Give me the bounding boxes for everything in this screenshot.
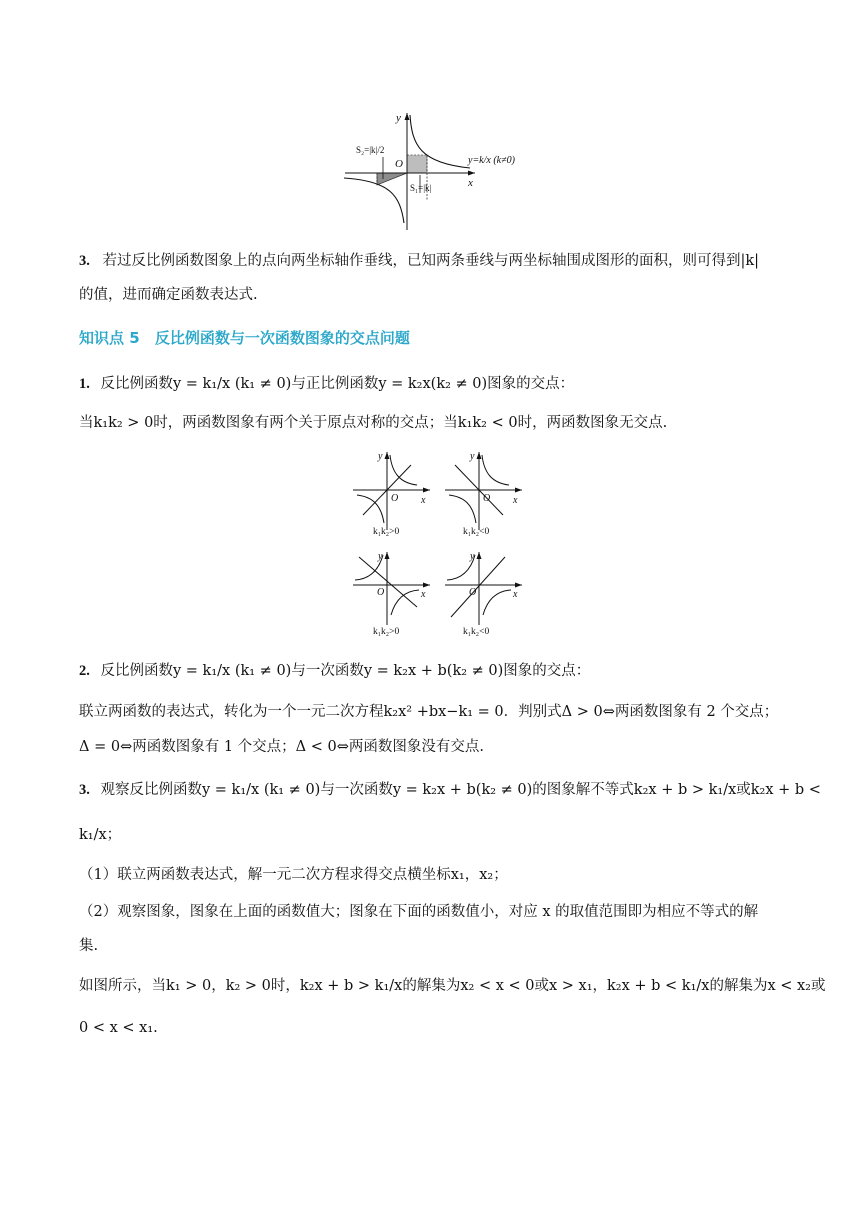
g1-o: O xyxy=(391,493,399,504)
item3-line2: 的值，进而确定函数表达式. xyxy=(79,287,258,303)
section-label: 知识点 5 xyxy=(79,329,140,347)
hyperbola-area-figure xyxy=(340,105,540,235)
fig-top-s2-label: S₂=|k|/2 xyxy=(356,145,385,155)
graph-1 xyxy=(353,452,430,530)
g1-y: y xyxy=(378,451,383,462)
graph-3 xyxy=(353,552,430,625)
g2-y: y xyxy=(470,451,475,462)
fig-top-curve-label: y=k/x (k≠0) xyxy=(468,155,515,166)
g2-o: O xyxy=(483,493,491,504)
p2-line2: Δ = 0⇔两函数图象有 1 个交点；Δ < 0⇔两函数图象没有交点. xyxy=(79,739,484,755)
caption-2: k₁k₂<0 xyxy=(463,527,490,537)
p1-title xyxy=(79,374,791,394)
caption-4: k₁k₂<0 xyxy=(463,627,490,637)
p1-title-text: 反比例函数y = k₁/x (k₁ ≠ 0)与正比例函数y = k₂x(k₂ ≠ 0)图象的交点： xyxy=(100,376,575,392)
p3-step2a: （2）观察图象，图象在上面的函数值大；图象在下面的函数值小，对应 x 的取值范围即为相应不等式的解 xyxy=(79,904,759,920)
p3-title-cont: k₁/x； xyxy=(79,827,122,843)
g3-x: x xyxy=(421,589,426,600)
item3-text1: 若过反比例函数图象上的点向两坐标轴作垂线，已知两条垂线与两坐标轴围成图形的面积，则可得到|k| xyxy=(102,253,760,269)
g1-x: x xyxy=(421,495,426,506)
intersection-graphs-grid xyxy=(345,445,535,645)
p1-number: 1. xyxy=(79,376,90,392)
graph-4 xyxy=(445,552,522,625)
p3-example2: 0 < x < x₁. xyxy=(79,1020,158,1036)
fig-top-s1-label: S₁=|k| xyxy=(410,183,432,193)
g4-y: y xyxy=(470,551,475,562)
caption-1: k₁k₂>0 xyxy=(373,527,400,537)
p3-title xyxy=(79,780,821,800)
fig-top-x-label: x xyxy=(468,177,473,189)
caption-3: k₁k₂>0 xyxy=(373,627,400,637)
p3-example1: 如图所示，当k₁ > 0，k₂ > 0时，k₂x + b > k₁/x的解集为x₂ < x < 0或x > x₁，k₂x + b < k₁/x的解集为x < x₂或 xyxy=(79,978,826,994)
g2-x: x xyxy=(513,495,518,506)
s2-triangle-region xyxy=(377,173,407,185)
p3-number: 3. xyxy=(79,782,90,798)
graph-2 xyxy=(445,452,522,530)
p2-number: 2. xyxy=(79,663,90,679)
s1-rect-region xyxy=(407,155,427,173)
section-title: 反比例函数与一次函数图象的交点问题 xyxy=(154,329,410,347)
item3-line1 xyxy=(79,251,791,271)
p2-title-text: 反比例函数y = k₁/x (k₁ ≠ 0)与一次函数y = k₂x + b(k₂ ≠ 0)图象的交点： xyxy=(100,663,591,679)
g4-x: x xyxy=(513,589,518,600)
section-heading xyxy=(79,327,420,348)
p3-step2b: 集. xyxy=(79,938,99,954)
p1-body: 当k₁k₂ > 0时，两函数图象有两个关于原点对称的交点；当k₁k₂ < 0时，两函数图象无交点. xyxy=(79,415,668,431)
p3-title-text: 观察反比例函数y = k₁/x (k₁ ≠ 0)与一次函数y = k₂x + b(k₂ ≠ 0)的图象解不等式k₂x + b > k₁/x或k₂x + b < xyxy=(100,782,821,798)
fig-top-origin: O xyxy=(395,158,403,170)
g4-o: O xyxy=(469,587,477,598)
g3-o: O xyxy=(377,587,385,598)
item3-number: 3. xyxy=(79,253,90,269)
p2-line1: 联立两函数的表达式，转化为一个一元二次方程k₂x² +bx−k₁ = 0．判别式Δ > 0⇔两函数图象有 2 个交点； xyxy=(79,704,779,720)
fig-top-y-label: y xyxy=(396,112,401,124)
g3-y: y xyxy=(378,551,383,562)
p2-title xyxy=(79,661,791,681)
p3-step1: （1）联立两函数表达式，解一元二次方程求得交点横坐标x₁，x₂； xyxy=(79,867,508,883)
